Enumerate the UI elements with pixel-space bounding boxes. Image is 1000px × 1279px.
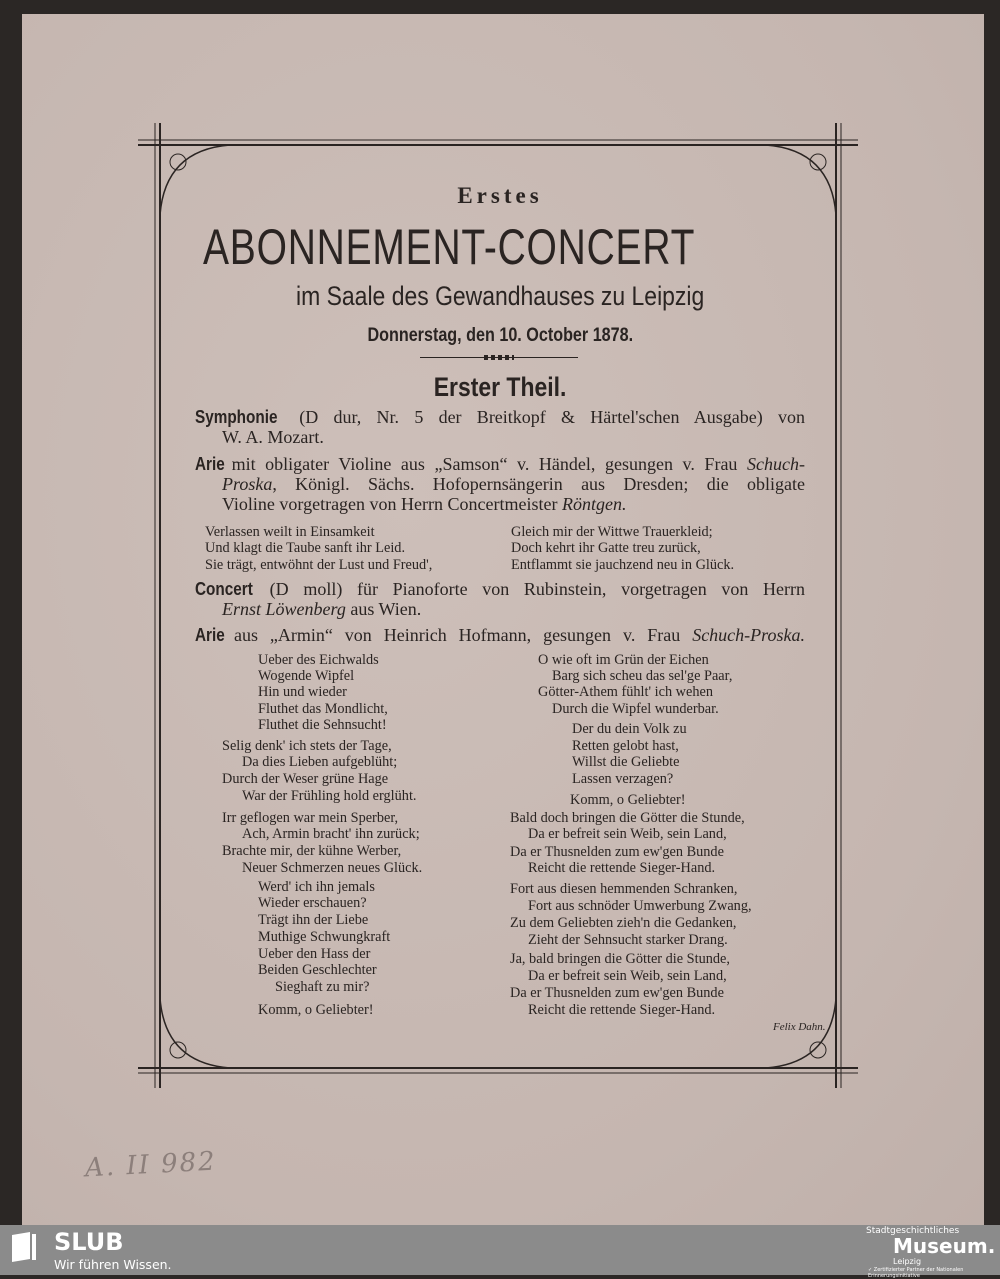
concert-date-text: Donnerstag, den 10. October 1878. bbox=[367, 325, 633, 346]
singer-name: Schuch-Proska. bbox=[692, 625, 805, 645]
violinist-name: Röntgen. bbox=[561, 494, 627, 514]
lyric-line: Ueber den Hass der bbox=[258, 946, 371, 962]
item-text: (D moll) für Pianoforte von Rubinstein, vorgetragen von Herrn bbox=[269, 579, 805, 599]
lyric-line: Doch kehrt ihr Gatte treu zurück, bbox=[511, 540, 701, 556]
lyric-line: Lassen verzagen? bbox=[572, 771, 674, 787]
part-heading bbox=[0, 372, 1000, 403]
lyric-line: Da er befreit sein Weib, sein Land, bbox=[528, 826, 727, 842]
lyric-line: Fort aus diesen hemmenden Schranken, bbox=[510, 881, 738, 897]
lyric-line: Wieder erschauen? bbox=[258, 895, 367, 911]
lyric-line: Götter-Athem fühlt' ich wehen bbox=[538, 684, 713, 700]
lyric-line: Ja, bald bringen die Götter die Stunde, bbox=[510, 951, 730, 967]
item-text: (D dur, Nr. 5 der Breitkopf & Härtel'schen Ausgabe) von bbox=[299, 407, 806, 427]
lyric-line: Da er Thusnelden zum ew'gen Bunde bbox=[510, 985, 724, 1001]
lyric-line: Sieghaft zu mir? bbox=[275, 979, 370, 995]
lyric-line: Zieht der Sehnsucht starker Drang. bbox=[528, 932, 728, 948]
lyric-line: Barg sich scheu das sel'ge Paar, bbox=[552, 668, 733, 684]
program-arie-armin bbox=[195, 626, 805, 645]
lyric-line: Willst die Geliebte bbox=[572, 754, 680, 770]
divider bbox=[420, 357, 578, 358]
lyric-line: Trägt ihn der Liebe bbox=[258, 912, 369, 928]
lyric-line: Neuer Schmerzen neues Glück. bbox=[242, 860, 423, 876]
lyric-line: War der Frühling hold erglüht. bbox=[242, 788, 417, 804]
venue bbox=[0, 281, 1000, 312]
item-text: mit obligater Violine aus „Samson“ v. Händel, gesungen v. Frau bbox=[231, 454, 748, 474]
part-heading-text: Erster Theil. bbox=[433, 372, 567, 402]
lyric-line: Zu dem Geliebten zieh'n die Gedanken, bbox=[510, 915, 737, 931]
lyric-line: Komm, o Geliebter! bbox=[258, 1002, 374, 1018]
item-text: aus Wien. bbox=[345, 599, 422, 619]
lyric-line: Sie trägt, entwöhnt der Lust und Freud', bbox=[205, 557, 433, 573]
lyric-line: Komm, o Geliebter! bbox=[570, 792, 686, 808]
heading-erstes: Erstes bbox=[457, 183, 543, 208]
lyric-line: Beiden Geschlechter bbox=[258, 962, 377, 978]
pianist-name: Ernst Löwenberg bbox=[222, 599, 346, 619]
lyric-line: Gleich mir der Wittwe Trauerkleid; bbox=[511, 524, 713, 540]
lyric-line: Verlassen weilt in Einsamkeit bbox=[205, 524, 375, 540]
lyric-line: Selig denk' ich stets der Tage, bbox=[222, 738, 392, 754]
lyric-line: Hin und wieder bbox=[258, 684, 347, 700]
museum-logo-text[interactable]: Museum. bbox=[893, 1234, 996, 1258]
program-arie-samson bbox=[195, 455, 805, 474]
lyric-line: Reicht die rettende Sieger-Hand. bbox=[528, 860, 716, 876]
lyric-line: Da dies Lieben aufgeblüht; bbox=[242, 754, 398, 770]
lyric-line: Retten gelobt hast, bbox=[572, 738, 679, 754]
concert-title-text: ABONNEMENT-CONCERT bbox=[203, 219, 696, 275]
item-text-line bbox=[222, 495, 626, 514]
lyric-line: Reicht die rettende Sieger-Hand. bbox=[528, 1002, 716, 1018]
lyric-line: Ach, Armin bracht' ihn zurück; bbox=[242, 826, 420, 842]
lyric-line: Irr geflogen war mein Sperber, bbox=[222, 810, 399, 826]
museum-certification: ✓ Zertifizierter Partner der Nationalen Erinnerungsinitiative bbox=[868, 1267, 964, 1279]
lyric-line: Da er Thusnelden zum ew'gen Bunde bbox=[510, 844, 724, 860]
lyric-line: Da er befreit sein Weib, sein Land, bbox=[528, 968, 727, 984]
lyric-line: Fluthet die Sehnsucht! bbox=[258, 717, 387, 733]
lyric-line: Und klagt die Taube sanft ihr Leid. bbox=[205, 540, 406, 556]
item-label: Symphonie bbox=[195, 407, 278, 427]
lyric-line: Werd' ich ihn jemals bbox=[258, 879, 375, 895]
slub-logo-text[interactable]: SLUB bbox=[54, 1228, 124, 1256]
singer-name: Schuch- bbox=[747, 454, 805, 474]
item-label: Concert bbox=[195, 579, 253, 599]
lyric-line: Wogende Wipfel bbox=[258, 668, 355, 684]
lyric-line: Fort aus schnöder Umwerbung Zwang, bbox=[528, 898, 752, 914]
lyric-line: Der du dein Volk zu bbox=[572, 721, 687, 737]
singer-name: Proska bbox=[222, 474, 273, 494]
lyric-line: Brachte mir, der kühne Werber, bbox=[222, 843, 402, 859]
lyric-line: Bald doch bringen die Götter die Stunde, bbox=[510, 810, 745, 826]
lyricist-signature: Felix Dahn. bbox=[773, 1021, 826, 1033]
lyric-line: Durch der Weser grüne Hage bbox=[222, 771, 389, 787]
item-label: Arie bbox=[195, 454, 225, 474]
item-label: Arie bbox=[195, 625, 225, 645]
concert-title bbox=[203, 218, 800, 276]
handwritten-shelfmark: A. II 982 bbox=[84, 1146, 218, 1184]
venue-text: im Saale des Gewandhauses zu Leipzig bbox=[295, 281, 705, 311]
lyric-line: O wie oft im Grün der Eichen bbox=[538, 652, 709, 668]
museum-label-top: Stadtgeschichtliches bbox=[866, 1226, 960, 1236]
lyric-line: Muthige Schwungkraft bbox=[258, 929, 391, 945]
slub-tagline: Wir führen Wissen. bbox=[54, 1257, 172, 1272]
program-concert bbox=[195, 580, 805, 599]
lyric-line: Durch die Wipfel wunderbar. bbox=[552, 701, 719, 717]
item-text: Violine vorgetragen von Herrn Concertmeister bbox=[222, 494, 562, 514]
item-text: aus „Armin“ von Heinrich Hofmann, gesungen v. Frau bbox=[233, 625, 693, 645]
slub-book-icon bbox=[10, 1231, 38, 1263]
concert-date bbox=[0, 325, 1000, 347]
lyric-line: Fluthet das Mondlicht, bbox=[258, 701, 388, 717]
item-text-composer: W. A. Mozart. bbox=[222, 427, 324, 447]
lyric-line: Entflammt sie jauchzend neu in Glück. bbox=[511, 557, 735, 573]
item-text: , Königl. Sächs. Hofopernsängerin aus Dresden; die obligate bbox=[272, 474, 805, 494]
footer-bar bbox=[0, 1225, 1000, 1279]
program-symphonie bbox=[195, 408, 805, 427]
lyric-line: Ueber des Eichwalds bbox=[258, 652, 379, 668]
museum-city: Leipzig bbox=[893, 1257, 922, 1266]
item-text-line bbox=[222, 475, 805, 494]
item-text-line bbox=[222, 600, 421, 619]
